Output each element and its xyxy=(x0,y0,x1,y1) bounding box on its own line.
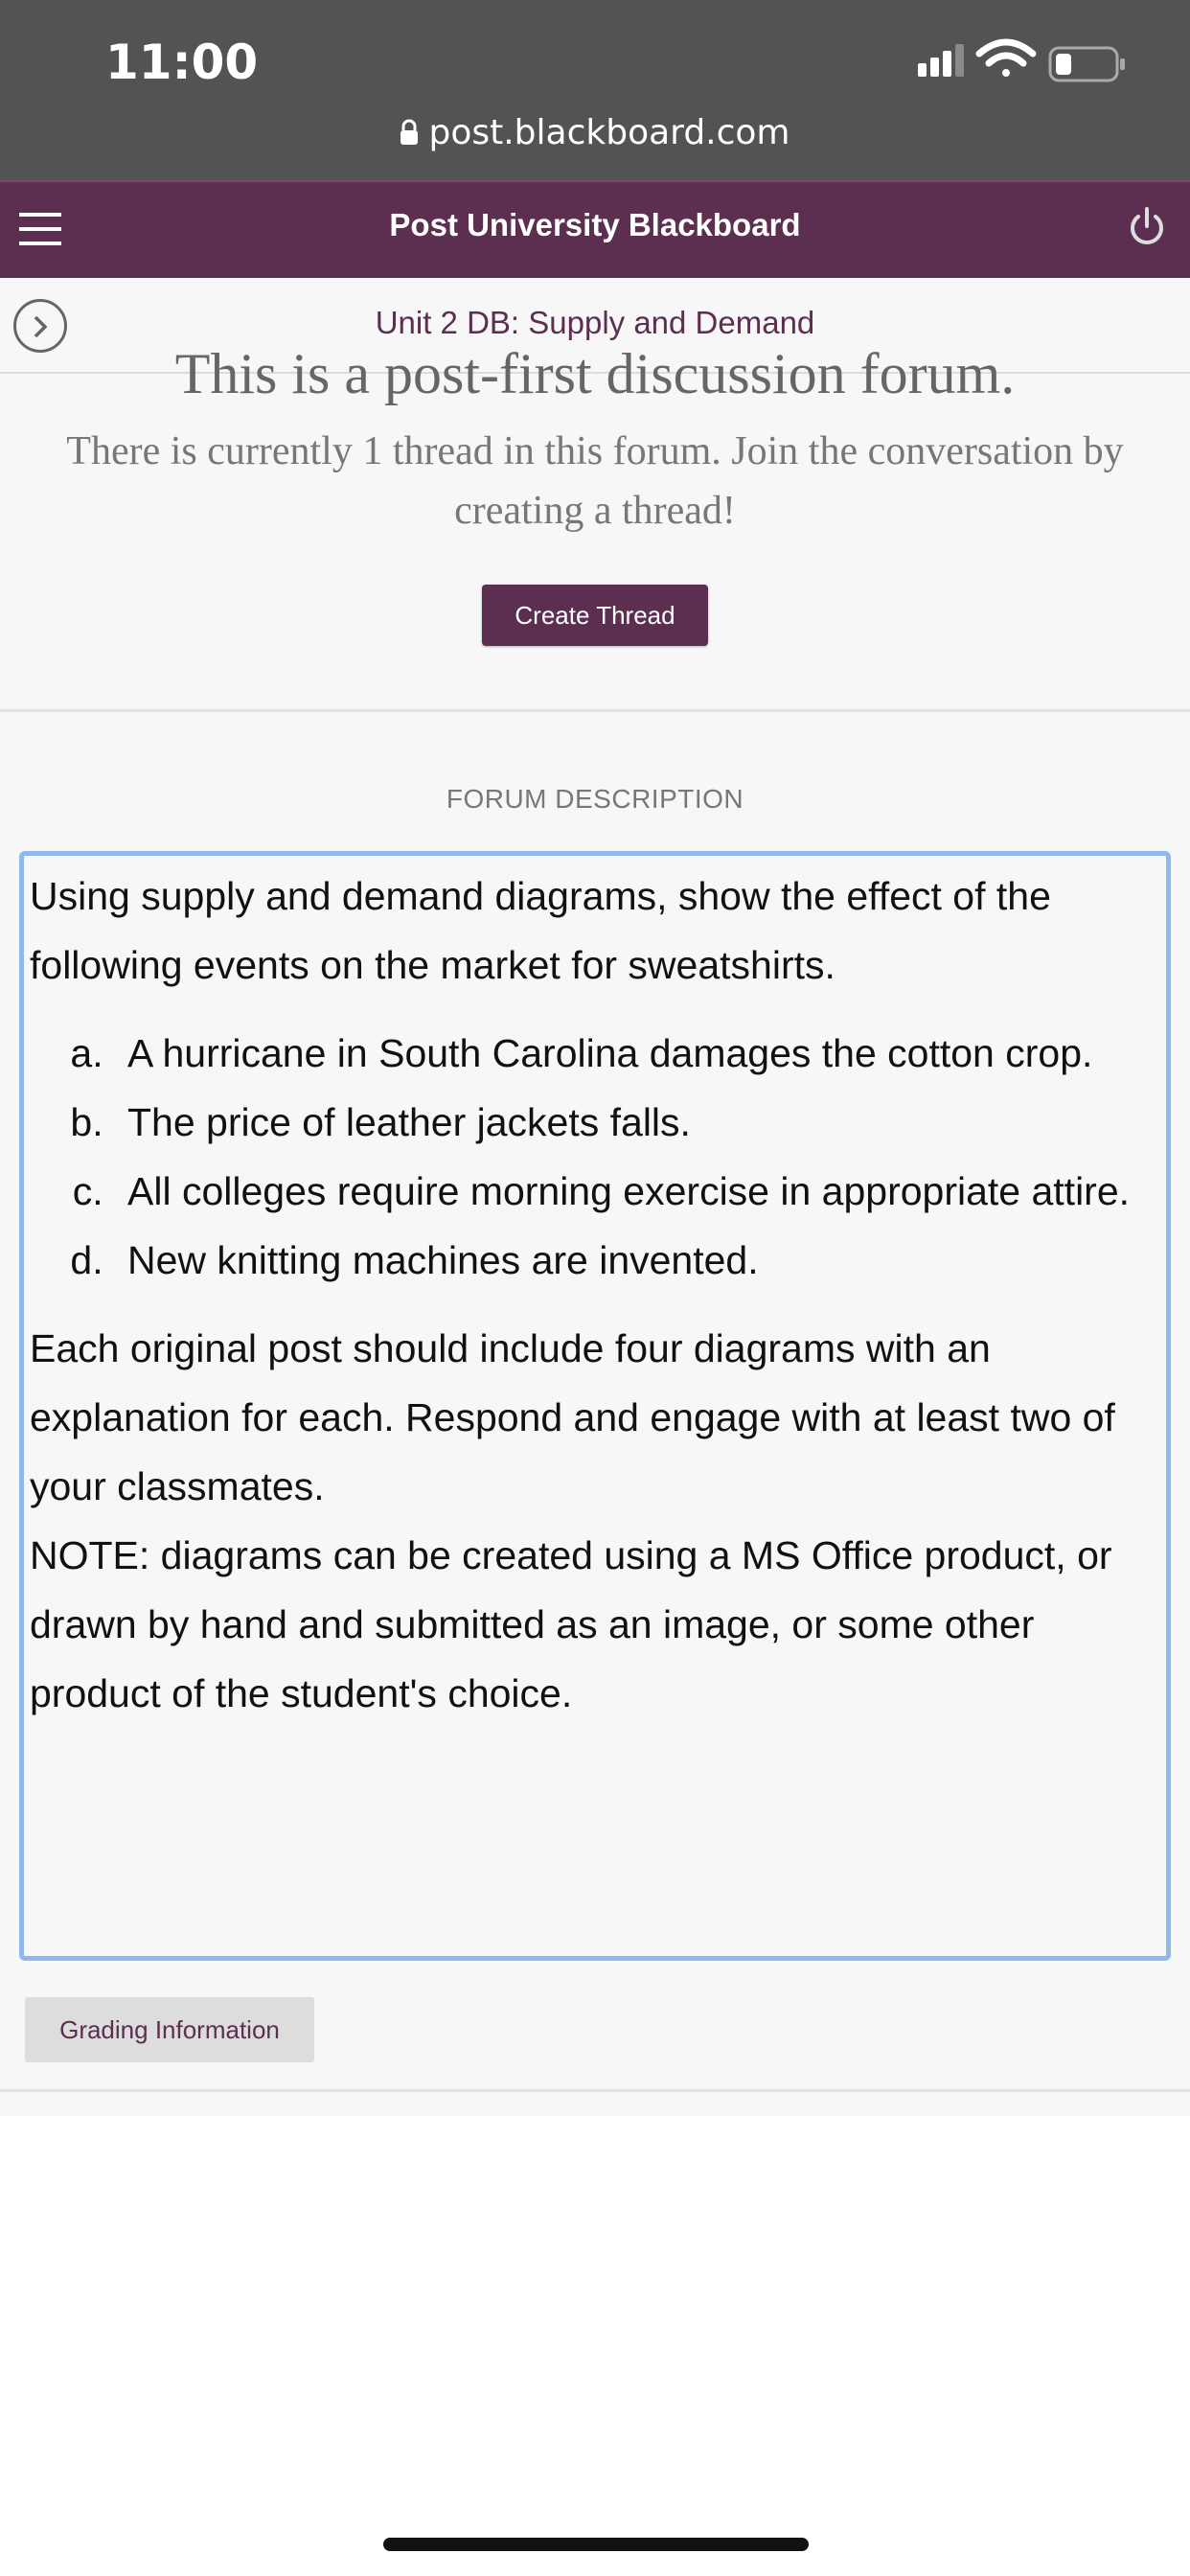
browser-chrome xyxy=(0,0,1190,180)
divider xyxy=(0,2089,1190,2092)
create-thread-button[interactable]: Create Thread xyxy=(482,585,708,646)
app-header xyxy=(0,180,1190,278)
list-item: b. The price of leather jackets falls. xyxy=(114,1088,1166,1157)
forum-content xyxy=(0,342,1190,2116)
page-title: Unit 2 DB: Supply and Demand xyxy=(375,305,815,340)
home-indicator[interactable] xyxy=(383,2538,809,2551)
status-icons xyxy=(883,0,1190,96)
grading-information-button[interactable]: Grading Information xyxy=(25,1997,314,2062)
list-item: a. A hurricane in South Carolina damages the cotton crop. xyxy=(114,1019,1166,1088)
app-title: Post University Blackboard xyxy=(389,207,801,242)
wifi-icon xyxy=(979,42,1033,77)
events-list xyxy=(30,1019,1166,1295)
lock-icon xyxy=(400,115,419,154)
status-time: 11:00 xyxy=(105,34,259,90)
list-item: d. New knitting machines are invented. xyxy=(114,1226,1166,1295)
forum-description[interactable] xyxy=(19,851,1171,1961)
description-instructions: Each original post should include four diagrams with an explanation for each. Respond and engage with at least two of your classmates. xyxy=(30,1326,1115,1508)
divider xyxy=(0,709,1190,712)
description-note: NOTE: diagrams can be created using a MS Office product, or drawn by hand and submitted as an image, or some other product of the student's choice. xyxy=(30,1533,1112,1715)
url-text: post.blackboard.com xyxy=(428,113,790,152)
forum-heading: This is a post-first discussion forum. xyxy=(174,342,1016,405)
signal-icon xyxy=(918,44,964,77)
battery-icon xyxy=(1050,48,1125,80)
power-icon[interactable] xyxy=(1125,205,1169,249)
url-bar[interactable] xyxy=(0,113,1190,154)
thread-count-message: There is currently 1 thread in this forum. Join the conversation by creating a thread! xyxy=(66,429,1124,533)
forum-description-heading: FORUM DESCRIPTION xyxy=(446,784,744,814)
description-intro: Using supply and demand diagrams, show the effect of the following events on the market for sweatshirts. xyxy=(30,874,1051,987)
list-item: c. All colleges require morning exercise in appropriate attire. xyxy=(114,1157,1166,1226)
